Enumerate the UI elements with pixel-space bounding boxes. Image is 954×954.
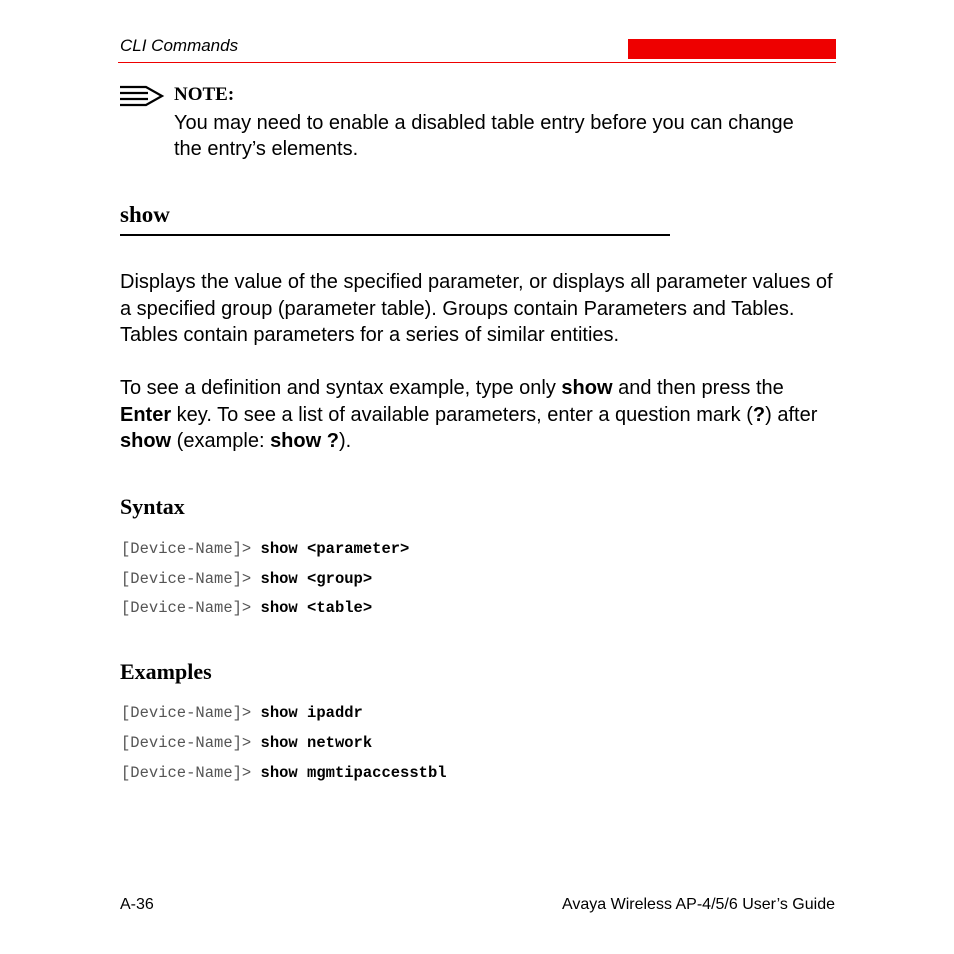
prompt: [Device-Name]>: [121, 704, 261, 722]
prompt: [Device-Name]>: [121, 540, 261, 558]
command: show <parameter>: [260, 540, 410, 558]
header-rule: [118, 62, 836, 63]
example-line: [121, 704, 363, 722]
prompt: [Device-Name]>: [121, 599, 261, 617]
text-run: ).: [338, 430, 352, 452]
example-line: [121, 764, 447, 782]
text-run: ) after: [765, 403, 818, 426]
command: show ipaddr: [260, 704, 363, 722]
prompt: [Device-Name]>: [121, 734, 261, 752]
text-run: and then press the: [612, 377, 784, 399]
command: show mgmtipaccesstbl: [260, 764, 447, 782]
bold-run: ?: [752, 403, 766, 426]
syntax-heading: Syntax: [120, 494, 185, 519]
prompt: [Device-Name]>: [121, 764, 261, 782]
bold-run: show: [561, 377, 613, 399]
example-line: [121, 734, 372, 752]
header-accent-bar: [628, 39, 836, 59]
syntax-line: [121, 599, 372, 617]
note-arrow-icon: [118, 83, 166, 109]
bold-run: Enter: [120, 403, 172, 426]
command: show network: [260, 734, 373, 752]
prompt: [Device-Name]>: [121, 570, 261, 588]
syntax-line: [121, 540, 409, 558]
header-title: CLI Commands: [120, 36, 239, 55]
command: show <table>: [260, 599, 373, 617]
description-paragraph: Displays the value of the specified parameter, or displays all parameter values of a specified group (parameter table). Groups contain Parameters and Tables. Tables contain parameters for a series of similar entities.: [120, 271, 833, 346]
text-run: To see a definition and syntax example, type only: [120, 377, 562, 399]
note-label: NOTE:: [174, 84, 235, 105]
guide-title: Avaya Wireless AP-4/5/6 User’s Guide: [561, 896, 835, 913]
syntax-line: [121, 570, 372, 588]
bold-run: show ?: [270, 430, 339, 452]
note-text: You may need to enable a disabled table entry before you can change the entry’s elements.: [174, 112, 794, 160]
usage-paragraph: [120, 375, 840, 455]
section-rule: [120, 234, 670, 236]
text-run: (example:: [171, 430, 271, 452]
command: show <group>: [260, 570, 373, 588]
page-number: A-36: [120, 896, 154, 913]
examples-heading: Examples: [120, 659, 212, 684]
bold-run: show: [120, 430, 172, 452]
text-run: key. To see a list of available parameters, enter a question mark (: [171, 403, 753, 426]
section-title: show: [120, 202, 170, 227]
